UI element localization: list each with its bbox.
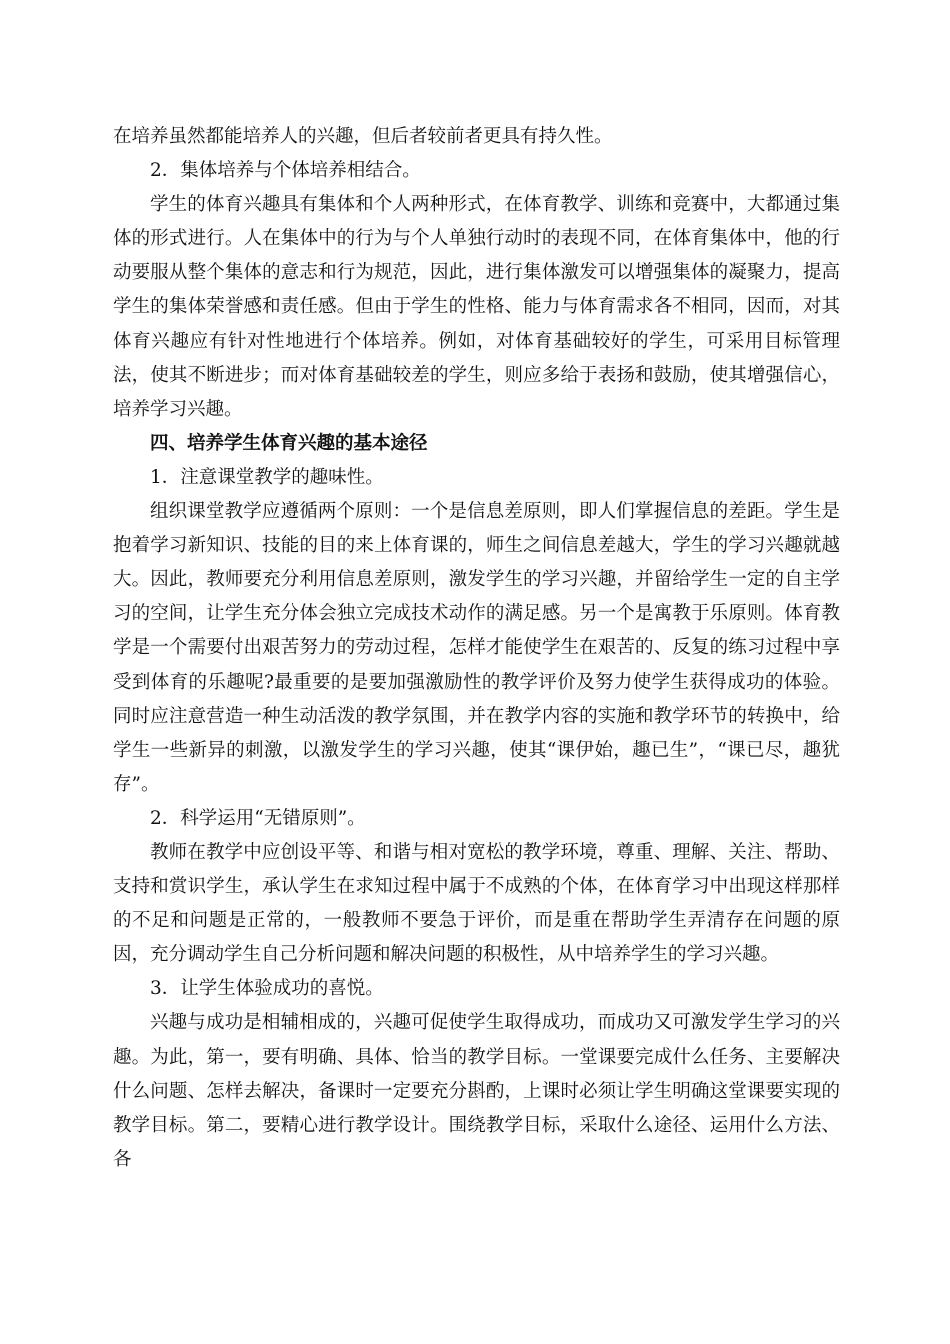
- document-page: [113, 120, 840, 1177]
- paragraph-classroom-interest: 组织课堂教学应遵循两个原则：一个是信息差原则，即人们掌握信息的差距。学生是抱着学习新知识、技能的目的来上体育课的，师生之间信息差越大，学生的学习兴趣就越大。因此，教师要充分利用信息差原则，激发学生的学习兴趣，并留给学生一定的自主学习的空间，让学生充分体会独立完成技术动作的满足感。另一个是寓教于乐原则。体育教学是一个需要付出艰苦努力的劳动过程，怎样才能使学生在艰苦的、反复的练习过程中享受到体育的乐趣呢?最重要的是要加强激励性的教学评价及努力使学生获得成功的体验。同时应注意营造一种生动活泼的教学氛围，并在教学内容的实施和教学环节的转换中，给学生一些新异的刺激，以激发学生的学习兴趣，使其“课伊始，趣已生”，“课已尽，趣犹存”。: [113, 501, 840, 795]
- section-heading-basic-approaches: 四、培养学生体育兴趣的基本途径: [150, 432, 428, 454]
- subheading-success-joy: 3．让学生体验成功的喜悦。: [150, 978, 384, 1000]
- paragraph-success-joy: 兴趣与成功是相辅相成的，兴趣可促使学生取得成功，而成功又可激发学生学习的兴趣。为此，第一，要有明确、具体、恰当的教学目标。一堂课要完成什么任务、主要解决什么问题、怎样去解决，备课时一定要充分斟酌，上课时必须让学生明确这堂课要实现的教学目标。第二，要精心进行教学设计。围绕教学目标，采取什么途径、运用什么方法、各: [113, 1012, 840, 1170]
- subheading-no-error-principle: 2．科学运用“无错原则”。: [150, 807, 366, 829]
- subheading-classroom-interest: 1．注意课堂教学的趣味性。: [150, 466, 384, 488]
- paragraph-continuation: 在培养虽然都能培养人的兴趣，但后者较前者更具有持久性。: [113, 126, 613, 147]
- paragraph-collective-individual: 学生的体育兴趣具有集体和个人两种形式，在体育教学、训练和竞赛中，大都通过集体的形式进行。人在集体中的行为与个人单独行动时的表现不同，在体育集体中，他的行动要服从整个集体的意志和行为规范，因此，进行集体激发可以增强集体的凝聚力，提高学生的集体荣誉感和责任感。但由于学生的性格、能力与体育需求各不相同，因而，对其体育兴趣应有针对性地进行个体培养。例如，对体育基础较好的学生，可采用目标管理法，使其不断进步；而对体育基础较差的学生，则应多给于表扬和鼓励，使其增强信心，培养学习兴趣。: [113, 194, 840, 420]
- paragraph-no-error-principle: 教师在教学中应创设平等、和谐与相对宽松的教学环境，尊重、理解、关注、帮助、支持和赏识学生，承认学生在求知过程中属于不成熟的个体，在体育学习中出现这样那样的不足和问题是正常的，一般教师不要急于评价，而是重在帮助学生弄清存在问题的原因，充分调动学生自己分析问题和解决问题的积极性，从中培养学生的学习兴趣。: [113, 841, 840, 966]
- subheading-collective-individual: 2．集体培养与个体培养相结合。: [150, 160, 421, 182]
